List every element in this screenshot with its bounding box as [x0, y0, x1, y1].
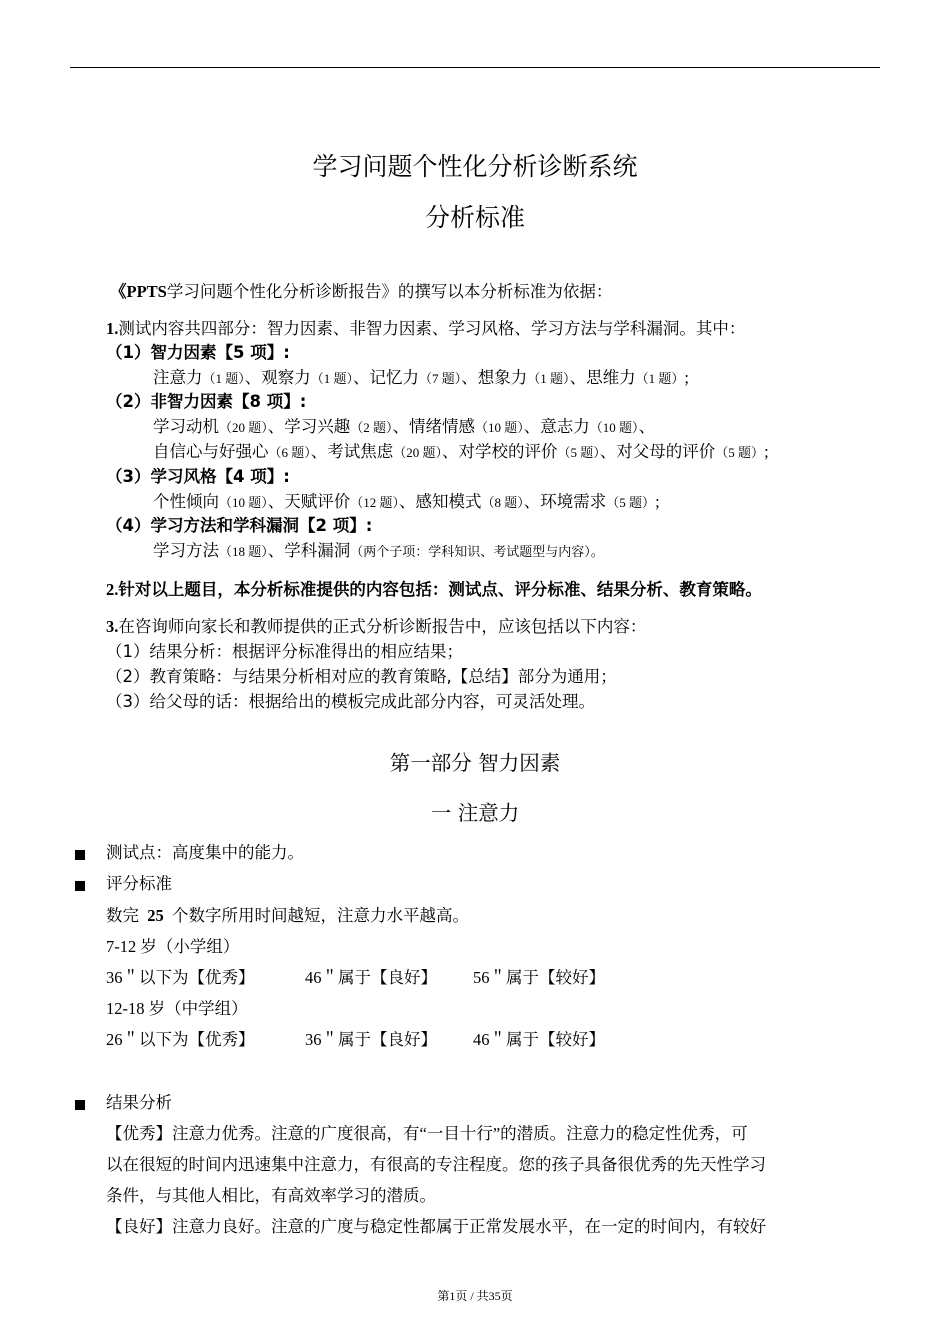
item-name: 、意志力	[523, 417, 590, 436]
item-count: （1 题）	[527, 371, 570, 386]
item-count: （10 题）	[219, 495, 268, 510]
item-name: 注意力	[153, 368, 203, 387]
score-cell: 46＂属于【较好】	[473, 1030, 605, 1049]
analysis-label: 结果分析	[106, 1093, 172, 1112]
score-cell: 56＂属于【较好】	[473, 968, 605, 987]
item-count: （5 题）	[715, 445, 765, 460]
item-name: 、环境需求	[523, 492, 607, 511]
item-count: （1 题）	[310, 371, 354, 386]
scoring-label: 评分标准	[106, 874, 172, 893]
scoring-desc-num: 25	[147, 906, 164, 925]
part2-paragraph	[106, 580, 762, 600]
item-count: （20 题）	[393, 445, 443, 460]
scoring-desc-post: 个数字所用时间越短，注意力水平越高。	[172, 906, 469, 925]
item-count: （7 题）	[419, 371, 462, 386]
item-count: （2 题）	[350, 420, 393, 435]
part3-item: （3）给父母的话：根据给出的模板完成此部分内容，可灵活处理。	[106, 692, 595, 711]
item-count: （5 题）	[557, 445, 600, 460]
intro-paragraph	[110, 282, 612, 302]
group-label: （1）智力因素【5 项】:	[106, 343, 290, 362]
item-name: 学习方法	[153, 541, 219, 560]
document-subtitle: 分析标准	[424, 203, 525, 232]
item-name: 自信心与好强心	[153, 442, 269, 461]
part2-text: 针对以上题目，本分析标准提供的内容包括：测试点、评分标准、结果分析、教育策略。	[118, 580, 762, 599]
part1-heading	[106, 319, 745, 339]
analysis-line: 【优秀】注意力优秀。注意的广度很高，有“一目十行”的潜质。注意力的稳定性优秀，可	[106, 1124, 748, 1143]
part3-text: 在咨询师向家长和教师提供的正式分析诊断报告中，应该包括以下内容：	[118, 617, 647, 636]
item-count: （8 题）	[481, 495, 524, 510]
document-title: 学习问题个性化分析诊断系统	[312, 152, 638, 181]
item-count: （10 题）	[475, 420, 524, 435]
item-name: 、学科漏洞	[267, 541, 351, 560]
bullet-icon	[75, 850, 85, 860]
scoring-description	[106, 906, 469, 926]
item-name: 、情绪情感	[392, 417, 476, 436]
item-name: 、天赋评价	[267, 492, 351, 511]
group-item-line	[153, 492, 660, 512]
item-name: 、对学校的评价	[442, 442, 558, 461]
item-count: （5 题）	[606, 495, 656, 510]
intro-text: 学习问题个性化分析诊断报告》的撰写以本分析标准为依据：	[166, 282, 613, 301]
item-count: （20 题）	[219, 420, 268, 435]
item-count: （1 题）	[635, 371, 685, 386]
score-cell: 36＂以下为【优秀】	[106, 968, 255, 987]
score-cell: 26＂以下为【优秀】	[106, 1030, 255, 1049]
age-group-label: 7-12 岁（小学组）	[106, 937, 240, 956]
item-name: ;	[655, 492, 660, 511]
item-count: （10 题）	[589, 420, 639, 435]
score-cell: 36＂属于【良好】	[305, 1030, 437, 1049]
part3-paragraph	[106, 617, 646, 637]
item-name: 、想象力	[461, 368, 528, 387]
part3-item: （1）结果分析：根据评分标准得出的相应结果；	[106, 642, 463, 661]
bullet-icon	[75, 1100, 85, 1110]
item-name: 个性倾向	[153, 492, 219, 511]
item-name: 、记忆力	[353, 368, 420, 387]
part3-item: （2）教育策略：与结果分析相对应的教育策略,【总结】部分为通用；	[106, 667, 617, 686]
group-label: （4）学习方法和学科漏洞【2 项】:	[106, 516, 373, 535]
group-label: （3）学习风格【4 项】:	[106, 467, 290, 486]
item-name: ;	[684, 368, 689, 387]
score-cell: 46＂属于【良好】	[305, 968, 437, 987]
group-item-line	[153, 368, 689, 388]
analysis-line: 条件，与其他人相比，有高效率学习的潜质。	[106, 1186, 436, 1205]
group-item-line	[153, 442, 769, 462]
bullet-icon	[75, 881, 85, 891]
item-count: （12 题）	[350, 495, 400, 510]
section-subtitle: 一 注意力	[430, 801, 520, 825]
group-label: （2）非智力因素【8 项】:	[106, 392, 307, 411]
analysis-line: 以在很短的时间内迅速集中注意力，有很高的专注程度。您的孩子具备很优秀的先天性学习	[106, 1155, 766, 1174]
item-name: 、学习兴趣	[267, 417, 351, 436]
test-point: 测试点：高度集中的能力。	[106, 843, 304, 862]
item-count: （6 题）	[268, 445, 311, 460]
intro-prefix: 《PPTS	[110, 282, 167, 301]
scoring-desc-pre: 数完	[106, 906, 139, 925]
item-name: 、观察力	[244, 368, 311, 387]
group-item-line	[153, 541, 604, 561]
item-count: （18 题）	[219, 544, 268, 559]
item-name: 、对父母的评价	[599, 442, 716, 461]
item-name: ;	[764, 442, 769, 461]
section-title: 第一部分 智力因素	[389, 751, 561, 775]
header-rule	[70, 67, 880, 68]
item-name: 、	[638, 417, 656, 436]
group-item-line	[153, 417, 655, 437]
item-name: 、感知模式	[399, 492, 482, 511]
part3-num: 3.	[106, 617, 119, 636]
page-footer: 第1页 / 共35页	[437, 1289, 513, 1303]
item-name: 、思维力	[569, 368, 636, 387]
part1-text: 测试内容共四部分：智力因素、非智力因素、学习风格、学习方法与学科漏洞。其中：	[118, 319, 746, 338]
item-name: 、考试焦虑	[310, 442, 394, 461]
item-count: （两个子项：学科知识、考试题型与内容）。	[350, 544, 604, 559]
item-count: （1 题）	[202, 371, 245, 386]
part1-num: 1.	[106, 319, 119, 338]
part2-num: 2.	[106, 580, 119, 599]
item-name: 学习动机	[153, 417, 219, 436]
analysis-line: 【良好】注意力良好。注意的广度与稳定性都属于正常发展水平，在一定的时间内，有较好	[106, 1217, 766, 1236]
age-group-label: 12-18 岁（中学组）	[106, 999, 248, 1018]
